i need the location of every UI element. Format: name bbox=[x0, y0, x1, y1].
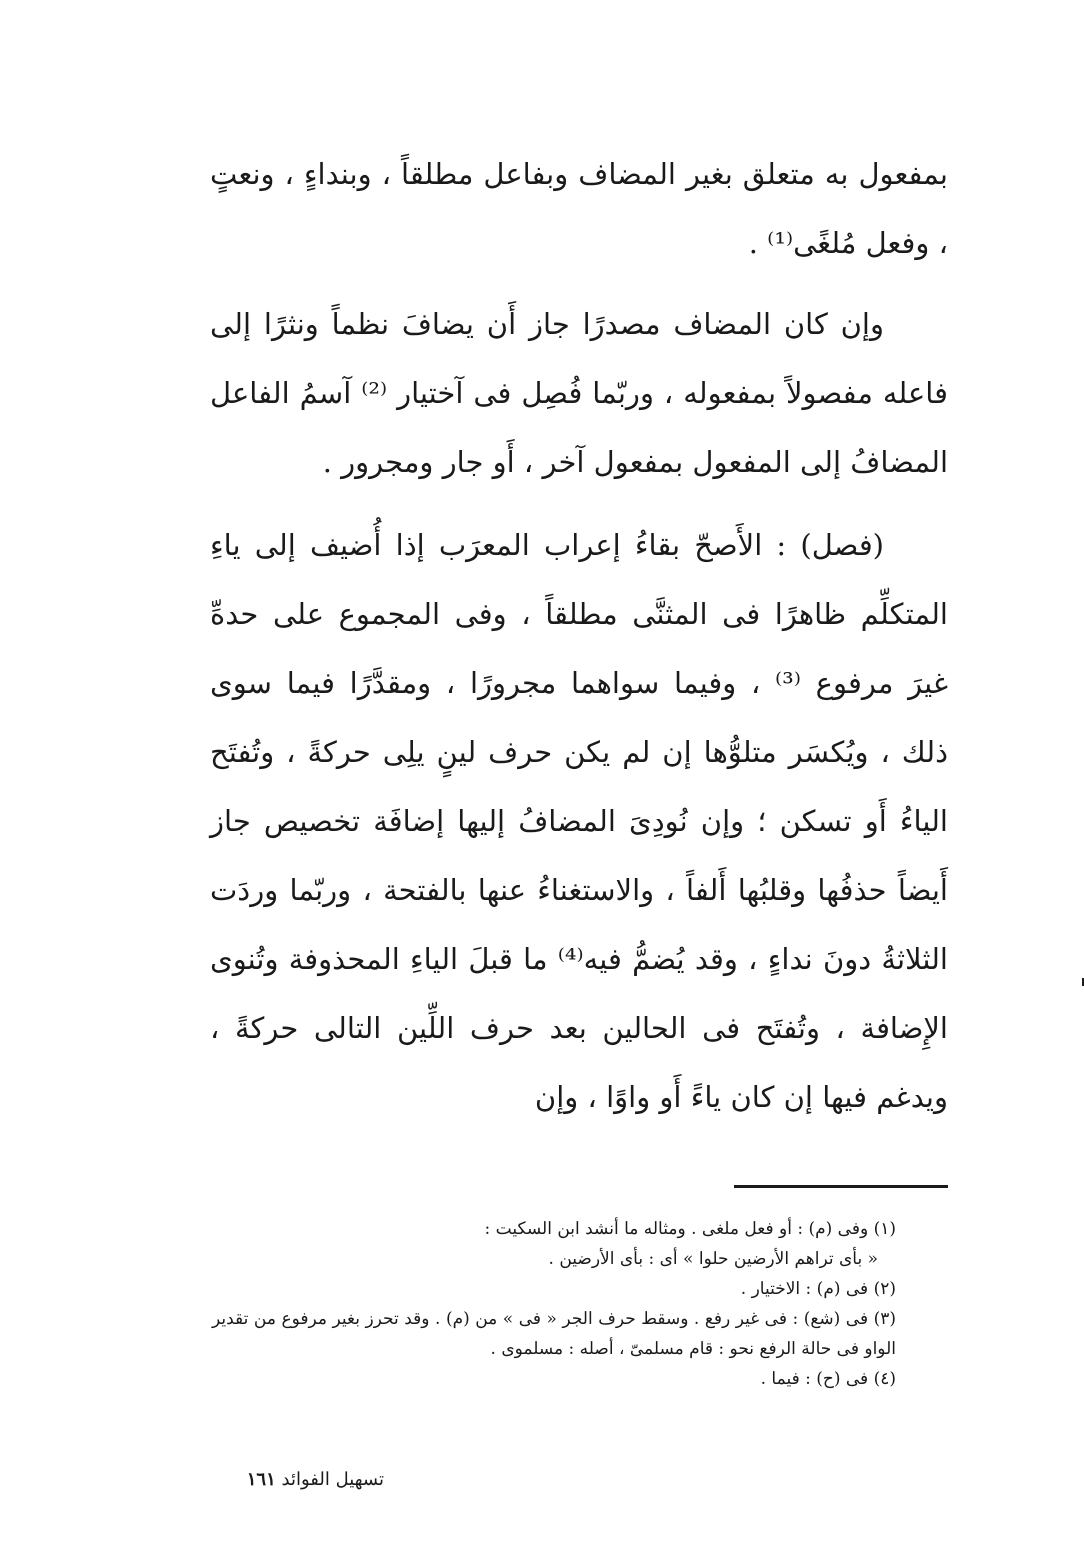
paragraph-2: وإن كان المضاف مصدرًا جاز أَن يضافَ نظماً ونثرًا إلى فاعله مفصولاً بمفعوله ، وربّما فُصِل فى آختيار ⁽²⁾ آسمُ الفاعل المضافُ إلى المفعول بمفعول آخر ، أَو جار ومجرور . bbox=[210, 307, 948, 479]
paragraph-1: بمفعول به متعلق بغير المضاف وبفاعل مطلقاً ، وبنداءٍ ، ونعتٍ ، وفعل مُلغًى⁽¹⁾ . bbox=[210, 157, 948, 260]
footnote-4: (٤) فى (ح) : فيما . bbox=[760, 1369, 896, 1389]
paragraph-3: (فصل) : الأَصحّ بقاءُ إعراب المعرَب إذا أُضيف إلى ياءِ المتكلِّم ظاهرًا فى المثنَّى مطلقاً ، وفى المجموع على حدهِّ غيرَ مرفوع ⁽³⁾ ، وفيما سواهما مجرورًا ، ومقدَّرًا فيما سوى ذلك ، ويُكسَر متلوُّها إن لم يكن حرف لينٍ يلِى حركةً ، وتُفتَح الياءُ أَو تسكن ؛ وإن نُودِىَ المضافُ إليها إضافَة تخصيص جاز أَيضاً حذفُها وقلبُها أَلفاً ، والاستغناءُ عنها بالفتحة ، وربّما وردَت الثلاثةُ دونَ نداءٍ ، وقد يُضمُّ فيه⁽⁴⁾ ما قبلَ الياءِ المحذوفة وتُنوى الإِضافة ، وتُفتَح فى الحالين بعد حرف اللِّين التالى حركةً ، ويدغم فيها إن كان ياءً أَو واوًا ، وإن bbox=[210, 528, 948, 1114]
page-footer bbox=[200, 1468, 400, 1492]
footnote-divider bbox=[734, 1185, 948, 1188]
page-number: ١٦١ bbox=[246, 1469, 276, 1490]
footnotes bbox=[212, 1214, 948, 1394]
footnote-3: (٣) فى (شع) : فى غير رفع . وسقط حرف الجر « فى » من (م) . وقد تحرز بغير مرفوع من تقدير الواو فى حالة الرفع نحو : قام مسلمىّ ، أصله : مسلموى . bbox=[212, 1309, 896, 1359]
footnote-2: (٢) فى (م) : الاختيار . bbox=[740, 1279, 896, 1299]
footnote-1: (١) وفى (م) : أو فعل ملغى . ومثاله ما أنشد ابن السكيت : bbox=[484, 1219, 896, 1239]
main-text bbox=[210, 140, 948, 1132]
footnote-1-verse: « بأى تراهم الأرضين حلوا » أى : بأى الأرضين . bbox=[548, 1249, 878, 1269]
book-title: تسهيل الفوائد bbox=[281, 1469, 384, 1490]
